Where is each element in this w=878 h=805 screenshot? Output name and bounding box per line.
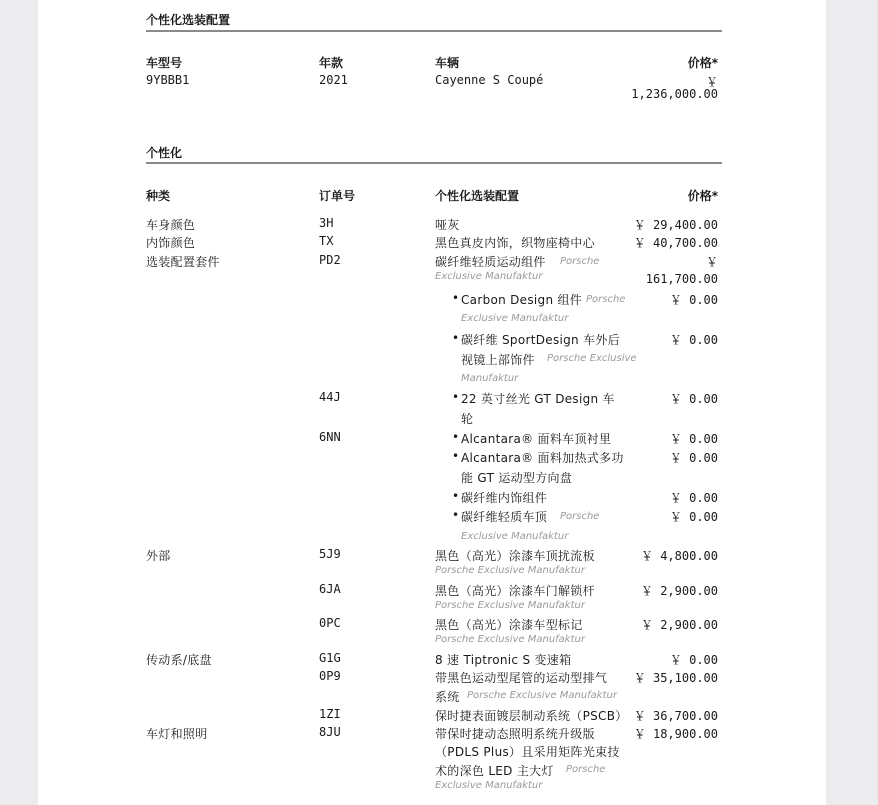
row-option-sub2: Manufaktur	[461, 373, 519, 384]
bullet: •	[452, 430, 460, 444]
row-option: 碳纤维 SportDesign 车外后	[461, 333, 620, 347]
col-vehicle-header: 车辆	[435, 56, 460, 70]
bullet: •	[452, 508, 460, 522]
row-option-sub2: Exclusive Manufaktur	[461, 313, 569, 324]
bullet: •	[452, 291, 460, 305]
row-option-sub: Porsche Exclusive Manufaktur	[467, 690, 617, 701]
row-code: 44J	[319, 390, 341, 404]
row-category: 传动系/底盘	[146, 653, 212, 667]
price-currency: ￥	[705, 75, 718, 89]
col-price-header-2: 价格*	[687, 189, 718, 203]
bullet: •	[452, 489, 460, 503]
row-price: ￥ 4,800.00	[640, 549, 718, 563]
row-option: 带保时捷动态照明系统升级版	[435, 727, 595, 741]
model-year: 2021	[319, 73, 348, 87]
row-price: ￥ 0.00	[669, 333, 718, 347]
row-code: 6NN	[319, 430, 341, 444]
row-price: ￥ 2,900.00	[640, 618, 718, 632]
row-option-sub: Porsche	[586, 294, 626, 305]
col-price-header: 价格*	[687, 56, 718, 70]
row-price: 161,700.00	[645, 272, 718, 286]
row-price: ￥ 0.00	[669, 451, 718, 465]
base-price: 1,236,000.00	[631, 87, 718, 101]
row-category: 车灯和照明	[146, 727, 208, 741]
row-code: 0P9	[319, 669, 341, 683]
row-price-currency: ￥	[705, 255, 718, 269]
section-divider	[146, 30, 722, 32]
row-option: 哑灰	[435, 218, 460, 232]
row-code: 0PC	[319, 616, 341, 630]
row-price: ￥ 35,100.00	[633, 671, 718, 685]
row-option-line2: 能 GT 运动型方向盘	[461, 471, 573, 485]
row-option-sub2: Porsche Exclusive Manufaktur	[435, 600, 585, 611]
row-option: 黑色（高光）涂漆车顶扰流板	[435, 549, 595, 563]
personalization-title: 个性化	[146, 146, 183, 160]
col-model-code-header: 车型号	[146, 56, 183, 70]
row-code: TX	[319, 234, 334, 248]
row-code: 3H	[319, 216, 334, 230]
row-option: 保时捷表面镀层制动系统（PSCB）	[435, 709, 628, 723]
row-option: 碳纤维内饰组件	[461, 491, 548, 505]
row-price: ￥ 0.00	[669, 491, 718, 505]
row-code: 5J9	[319, 547, 341, 561]
row-option-sub2: Exclusive Manufaktur	[435, 271, 543, 282]
row-code: 1ZI	[319, 707, 341, 721]
row-code: 8JU	[319, 725, 341, 739]
personalization-divider	[146, 162, 722, 164]
row-option-sub: Porsche	[566, 764, 606, 775]
row-price: ￥ 36,700.00	[633, 709, 718, 723]
row-option-sub2: Exclusive Manufaktur	[435, 780, 543, 791]
row-option-sub2: Exclusive Manufaktur	[461, 531, 569, 542]
row-price: ￥ 0.00	[669, 653, 718, 667]
row-price: ￥ 18,900.00	[633, 727, 718, 741]
row-option-line2: 轮	[461, 412, 474, 426]
row-option: Carbon Design 组件	[461, 293, 583, 307]
row-option-line2: （PDLS Plus）且采用矩阵光束技	[435, 745, 620, 759]
row-category: 选装配置套件	[146, 255, 220, 269]
row-option: 碳纤维轻质运动组件	[435, 255, 546, 269]
row-option: 8 速 Tiptronic S 变速箱	[435, 653, 572, 667]
model-code: 9YBBB1	[146, 73, 190, 87]
bullet: •	[452, 449, 460, 463]
row-price: ￥ 40,700.00	[633, 236, 718, 250]
row-option-sub: Porsche	[560, 511, 600, 522]
row-option: Alcantara® 面料加热式多功	[461, 451, 624, 465]
row-code: PD2	[319, 253, 341, 267]
col-category-header: 种类	[146, 189, 171, 203]
col-option-header: 个性化选装配置	[435, 189, 520, 203]
row-category: 外部	[146, 549, 171, 563]
row-code: G1G	[319, 651, 341, 665]
row-option-sub: Porsche Exclusive	[547, 353, 637, 364]
row-option-sub2: Porsche Exclusive Manufaktur	[435, 565, 585, 576]
bullet: •	[452, 331, 460, 345]
row-option-line2: 系统	[435, 690, 460, 704]
row-option: Alcantara® 面料车顶衬里	[461, 432, 612, 446]
row-price: ￥ 0.00	[669, 432, 718, 446]
col-order-code-header: 订单号	[319, 189, 356, 203]
row-option-line2: 视镜上部饰件	[461, 353, 535, 367]
row-price: ￥ 2,900.00	[640, 584, 718, 598]
vehicle-name: Cayenne S Coupé	[435, 73, 544, 87]
row-category: 内饰颜色	[146, 236, 196, 250]
row-option: 碳纤维轻质车顶	[461, 510, 548, 524]
bullet: •	[452, 390, 460, 404]
row-option: 黑色（高光）涂漆车门解锁杆	[435, 584, 595, 598]
row-option-line3: 术的深色 LED 主大灯	[435, 764, 554, 778]
row-price: ￥ 0.00	[669, 392, 718, 406]
row-option: 黑色（高光）涂漆车型标记	[435, 618, 583, 632]
row-option: 黑色真皮内饰，织物座椅中心	[435, 236, 595, 250]
row-price: ￥ 0.00	[669, 510, 718, 524]
row-price: ￥ 29,400.00	[633, 218, 718, 232]
row-option: 带黑色运动型尾管的运动型排气	[435, 671, 608, 685]
row-option-sub2: Porsche Exclusive Manufaktur	[435, 634, 585, 645]
row-category: 车身颜色	[146, 218, 196, 232]
row-price: ￥ 0.00	[669, 293, 718, 307]
row-option-sub: Porsche	[560, 256, 600, 267]
section-title: 个性化选装配置	[146, 13, 231, 27]
row-code: 6JA	[319, 582, 341, 596]
col-year-header: 年款	[319, 56, 344, 70]
row-option: 22 英寸丝光 GT Design 车	[461, 392, 615, 406]
